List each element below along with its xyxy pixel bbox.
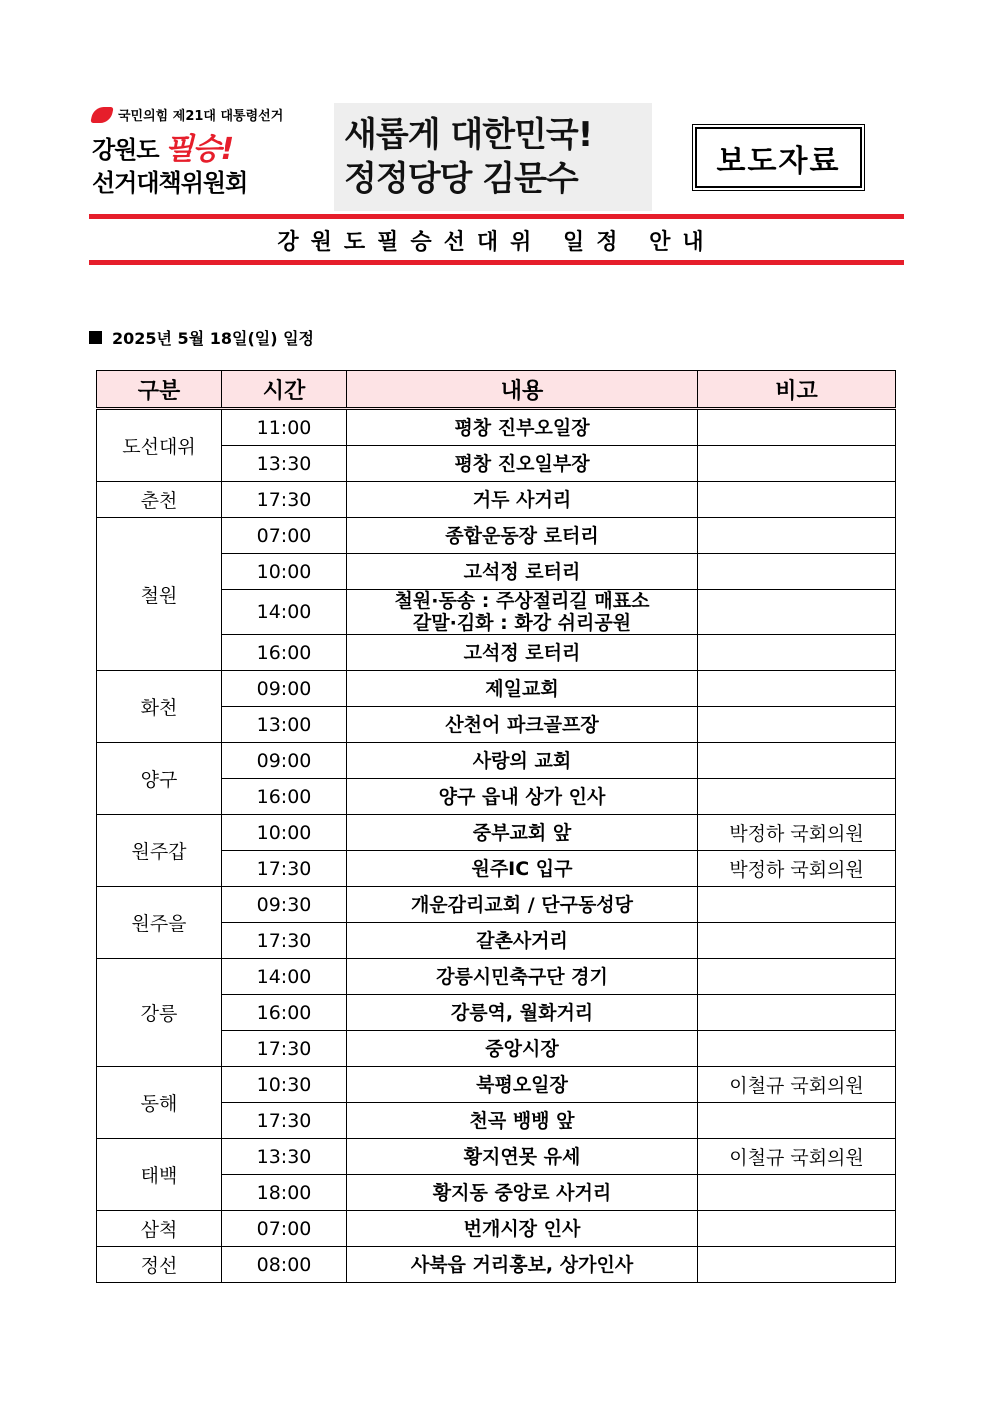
time-cell: 13:00 <box>222 707 347 743</box>
note-cell <box>698 743 896 779</box>
note-cell <box>698 1031 896 1067</box>
region-cell: 화천 <box>97 671 222 743</box>
content-cell <box>347 409 698 446</box>
content-line: 천곡 뱅뱅 앞 <box>469 1109 575 1132</box>
time-cell: 17:30 <box>222 1103 347 1139</box>
time-cell: 10:30 <box>222 1067 347 1103</box>
note-cell <box>698 887 896 923</box>
content-line: 거두 사거리 <box>472 488 572 511</box>
time-cell: 16:00 <box>222 635 347 671</box>
content-line: 갈촌사거리 <box>476 929 568 952</box>
table-row <box>97 671 896 707</box>
content-cell <box>347 518 698 554</box>
time-cell: 14:00 <box>222 590 347 635</box>
content-line: 양구 읍내 상가 인사 <box>438 785 606 808</box>
time-cell: 13:30 <box>222 1139 347 1175</box>
table-row <box>97 1139 896 1175</box>
region-cell: 삼척 <box>97 1211 222 1247</box>
note-cell <box>698 671 896 707</box>
content-cell <box>347 1247 698 1283</box>
content-line: 중앙시장 <box>485 1037 559 1060</box>
column-header: 내용 <box>347 371 698 409</box>
content-cell <box>347 671 698 707</box>
content-cell <box>347 959 698 995</box>
region-cell: 도선대위 <box>97 409 222 482</box>
press-release-badge <box>695 127 862 188</box>
table-row <box>97 959 896 995</box>
note-cell <box>698 1175 896 1211</box>
region-cell: 양구 <box>97 743 222 815</box>
content-cell <box>347 1175 698 1211</box>
slogan-line-2: 정정당당 김문수 <box>344 159 578 199</box>
time-cell: 08:00 <box>222 1247 347 1283</box>
content-line: 고석정 로터리 <box>463 641 581 664</box>
note-cell <box>698 446 896 482</box>
time-cell: 16:00 <box>222 995 347 1031</box>
note-cell: 이철규 국회의원 <box>698 1139 896 1175</box>
time-cell: 09:00 <box>222 743 347 779</box>
table-row <box>97 518 896 554</box>
committee-name: 선거대책위원회 <box>92 169 248 197</box>
content-line: 황지연못 유세 <box>463 1145 581 1168</box>
region-cell: 원주갑 <box>97 815 222 887</box>
region-cell: 원주을 <box>97 887 222 959</box>
content-line: 제일교회 <box>485 677 559 700</box>
square-bullet-icon <box>89 331 102 344</box>
content-cell <box>347 779 698 815</box>
note-cell <box>698 779 896 815</box>
content-line: 북평오일장 <box>476 1073 568 1096</box>
slogan-banner <box>334 103 652 211</box>
content-cell <box>347 1139 698 1175</box>
content-line: 원주IC 입구 <box>471 857 573 880</box>
column-header: 비고 <box>698 371 896 409</box>
time-cell: 07:00 <box>222 1211 347 1247</box>
page-title: 강원도필승선대위 일정 안내 <box>277 229 716 255</box>
note-cell <box>698 959 896 995</box>
note-cell <box>698 554 896 590</box>
content-cell <box>347 1067 698 1103</box>
content-cell <box>347 1103 698 1139</box>
table-header-row <box>97 371 896 409</box>
content-cell <box>347 851 698 887</box>
note-cell <box>698 635 896 671</box>
must-win-slogan: 필승! <box>164 132 234 167</box>
content-line: 고석정 로터리 <box>463 560 581 583</box>
note-cell <box>698 482 896 518</box>
content-line: 갈말·김화 : 화강 쉬리공원 <box>412 612 632 634</box>
note-cell: 박정하 국회의원 <box>698 851 896 887</box>
time-cell: 18:00 <box>222 1175 347 1211</box>
content-line: 번개시장 인사 <box>463 1217 581 1240</box>
time-cell: 17:30 <box>222 923 347 959</box>
party-line: 국민의힘 제21대 대통령선거 <box>118 109 284 124</box>
note-cell: 이철규 국회의원 <box>698 1067 896 1103</box>
table-row <box>97 887 896 923</box>
content-cell <box>347 743 698 779</box>
time-cell: 16:00 <box>222 779 347 815</box>
top-red-divider <box>89 214 904 219</box>
note-cell <box>698 923 896 959</box>
content-line: 철원·동송 : 주상절리길 매표소 <box>394 590 650 612</box>
table-row <box>97 1247 896 1283</box>
content-line: 강릉시민축구단 경기 <box>436 965 608 988</box>
schedule-table-body <box>97 409 896 1283</box>
content-cell <box>347 554 698 590</box>
press-release-label: 보도자료 <box>716 143 841 179</box>
campaign-logo <box>92 105 332 210</box>
note-cell <box>698 518 896 554</box>
content-cell <box>347 995 698 1031</box>
content-cell <box>347 707 698 743</box>
time-cell: 13:30 <box>222 446 347 482</box>
time-cell: 07:00 <box>222 518 347 554</box>
content-cell <box>347 887 698 923</box>
table-row <box>97 482 896 518</box>
document-header <box>0 0 992 215</box>
note-cell <box>698 1103 896 1139</box>
note-cell <box>698 1247 896 1283</box>
content-cell <box>347 815 698 851</box>
content-cell <box>347 1031 698 1067</box>
region-name: 강원도 <box>92 136 159 164</box>
note-cell <box>698 590 896 635</box>
time-cell: 11:00 <box>222 409 347 446</box>
content-cell <box>347 1211 698 1247</box>
time-cell: 17:30 <box>222 1031 347 1067</box>
column-header: 시간 <box>222 371 347 409</box>
bottom-red-divider <box>89 260 904 265</box>
content-cell <box>347 446 698 482</box>
region-cell: 춘천 <box>97 482 222 518</box>
schedule-date: 2025년 5월 18일(일) 일정 <box>112 329 315 348</box>
note-cell <box>698 995 896 1031</box>
content-cell <box>347 482 698 518</box>
table-row <box>97 1211 896 1247</box>
content-line: 평창 진부오일장 <box>454 416 590 439</box>
table-row <box>97 743 896 779</box>
content-cell <box>347 590 698 635</box>
time-cell: 09:30 <box>222 887 347 923</box>
content-line: 평창 진오일부장 <box>454 452 590 475</box>
time-cell: 14:00 <box>222 959 347 995</box>
content-line: 산천어 파크골프장 <box>445 713 599 736</box>
content-cell <box>347 923 698 959</box>
content-line: 중부교회 앞 <box>472 821 572 844</box>
time-cell: 17:30 <box>222 482 347 518</box>
content-line: 강릉역, 월화거리 <box>450 1001 594 1024</box>
content-line: 사랑의 교회 <box>472 749 572 772</box>
table-row <box>97 815 896 851</box>
note-cell: 박정하 국회의원 <box>698 815 896 851</box>
content-line: 개운감리교회 / 단구동성당 <box>410 893 634 916</box>
content-line: 황지동 중앙로 사거리 <box>432 1181 612 1204</box>
region-cell: 정선 <box>97 1247 222 1283</box>
time-cell: 09:00 <box>222 671 347 707</box>
table-row <box>97 1067 896 1103</box>
time-cell: 10:00 <box>222 815 347 851</box>
region-cell: 태백 <box>97 1139 222 1211</box>
content-line: 종합운동장 로터리 <box>445 524 599 547</box>
note-cell <box>698 707 896 743</box>
time-cell: 17:30 <box>222 851 347 887</box>
party-logo-icon <box>90 107 113 123</box>
time-cell: 10:00 <box>222 554 347 590</box>
region-cell: 동해 <box>97 1067 222 1139</box>
column-header: 구분 <box>97 371 222 409</box>
schedule-table <box>96 370 896 1283</box>
note-cell <box>698 1211 896 1247</box>
content-line: 사북읍 거리홍보, 상가인사 <box>410 1253 634 1276</box>
note-cell <box>698 409 896 446</box>
region-cell: 철원 <box>97 518 222 671</box>
title-band <box>89 222 904 258</box>
schedule-date-heading <box>89 326 314 349</box>
region-cell: 강릉 <box>97 959 222 1067</box>
table-row <box>97 409 896 446</box>
content-cell <box>347 635 698 671</box>
slogan-line-1: 새롭게 대한민국! <box>344 115 593 155</box>
